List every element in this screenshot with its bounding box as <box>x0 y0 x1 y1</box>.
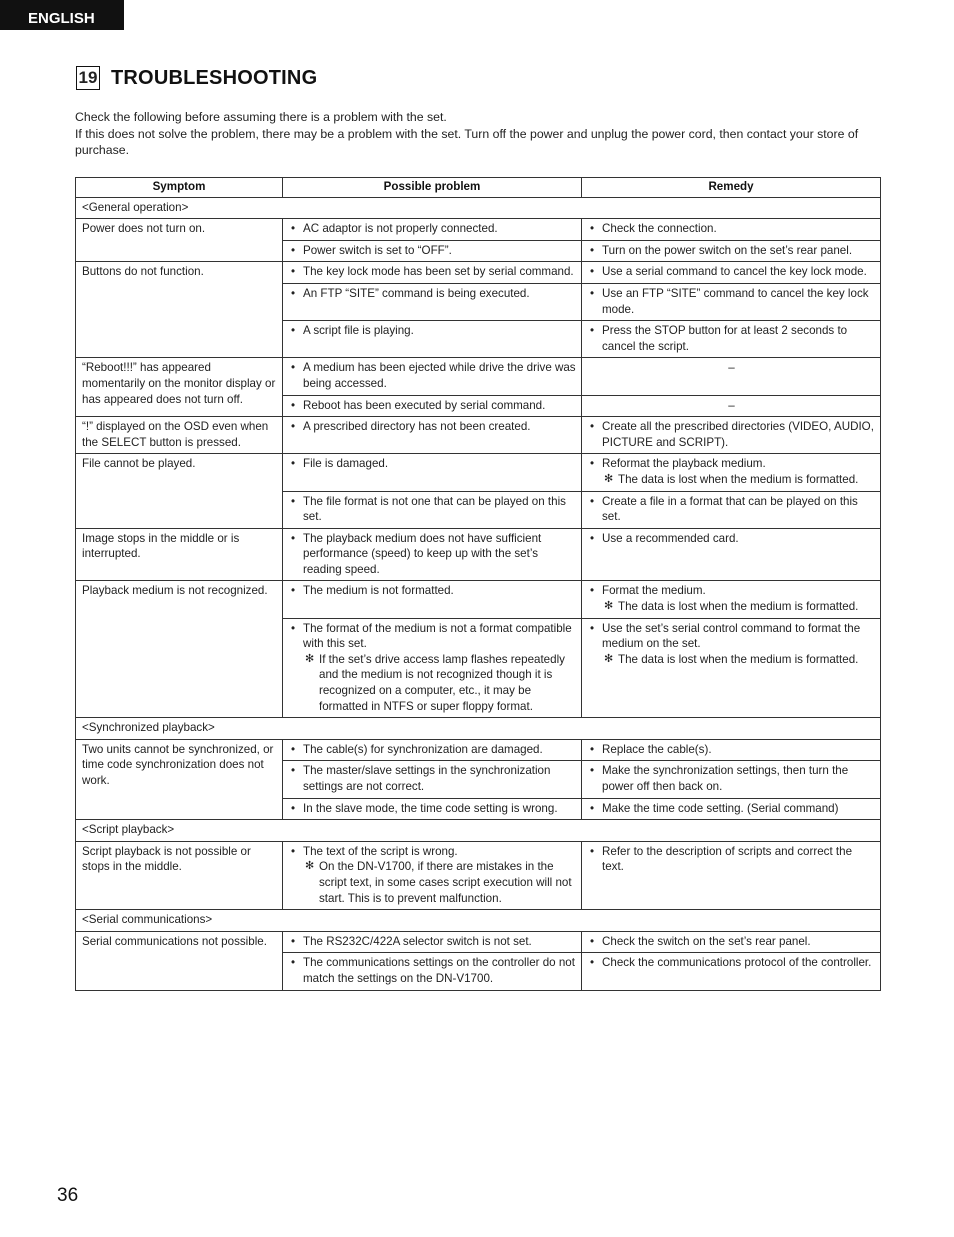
category-script-playback: <Script playback> <box>76 820 881 842</box>
symptom-cell: Playback medium is not recognized. <box>76 581 283 718</box>
bullet-text: • Power switch is set to “OFF”. <box>289 243 576 259</box>
section-title: TROUBLESHOOTING <box>111 66 318 89</box>
bullet-text: • Create all the prescribed directories (VIDEO, AUDIO, PICTURE and SCRIPT). <box>588 419 875 450</box>
bullet-text: • The file format is not one that can be played on this set. <box>289 494 576 525</box>
table-row <box>76 931 881 953</box>
intro-line-1: Check the following before assuming there is a problem with the set. <box>75 110 447 124</box>
category-row <box>76 820 881 842</box>
remedy-dash: – <box>582 395 881 417</box>
remedy-cell <box>582 931 881 953</box>
remedy-cell <box>582 581 881 618</box>
remedy-cell <box>582 219 881 241</box>
problem-cell <box>283 739 582 761</box>
header-symptom: Symptom <box>76 178 283 198</box>
remedy-cell <box>582 417 881 454</box>
problem-cell <box>283 618 582 718</box>
bullet-text: • Check the communications protocol of the controller. <box>588 955 875 971</box>
problem-cell <box>283 581 582 618</box>
symptom-cell: Image stops in the middle or is interrupted. <box>76 528 283 581</box>
remedy-cell <box>582 739 881 761</box>
remedy-cell <box>582 953 881 990</box>
bullet-text: • The format of the medium is not a format compatible with this set. <box>289 621 576 652</box>
bullet-text: • A prescribed directory has not been created. <box>289 419 576 435</box>
category-row <box>76 718 881 740</box>
bullet-text: • An FTP “SITE” command is being executed. <box>289 286 576 302</box>
remedy-cell <box>582 528 881 581</box>
bullet-text: • Check the switch on the set’s rear panel. <box>588 934 875 950</box>
problem-cell <box>283 417 582 454</box>
bullet-text: • A medium has been ejected while drive the drive was being accessed. <box>289 360 576 391</box>
table-row <box>76 739 881 761</box>
bullet-text: • Make the synchronization settings, then turn the power off then back on. <box>588 763 875 794</box>
symptom-cell: Script playback is not possible or stops in the middle. <box>76 841 283 909</box>
table-row <box>76 581 881 618</box>
table-row <box>76 262 881 284</box>
troubleshooting-table <box>75 177 881 991</box>
remedy-cell <box>582 283 881 320</box>
problem-cell <box>283 528 582 581</box>
symptom-cell: Serial communications not possible. <box>76 931 283 990</box>
bullet-text: • Make the time code setting. (Serial command) <box>588 801 875 817</box>
symptom-cell: “Reboot!!!” has appeared momentarily on the monitor display or has appeared does not turn off. <box>76 358 283 417</box>
symptom-cell: File cannot be played. <box>76 454 283 528</box>
bullet-text: • File is damaged. <box>289 456 576 472</box>
table-row <box>76 454 881 491</box>
bullet-text: • Check the connection. <box>588 221 875 237</box>
note-text: ✻ The data is lost when the medium is formatted. <box>588 652 875 668</box>
note-text: ✻ On the DN-V1700, if there are mistakes in the script text, in some cases script execution will not start. This is to prevent malfunction. <box>289 859 576 906</box>
bullet-text: • AC adaptor is not properly connected. <box>289 221 576 237</box>
problem-cell <box>283 358 582 395</box>
problem-cell <box>283 491 582 528</box>
table-row <box>76 219 881 241</box>
problem-cell <box>283 454 582 491</box>
bullet-text: • Use an FTP “SITE” command to cancel the key lock mode. <box>588 286 875 317</box>
category-row <box>76 197 881 219</box>
category-synchronized-playback: <Synchronized playback> <box>76 718 881 740</box>
symptom-cell: Power does not turn on. <box>76 219 283 262</box>
problem-cell <box>283 953 582 990</box>
bullet-text: • The cable(s) for synchronization are damaged. <box>289 742 576 758</box>
remedy-cell <box>582 618 881 718</box>
bullet-text: • Refer to the description of scripts and correct the text. <box>588 844 875 875</box>
problem-cell <box>283 321 582 358</box>
language-tab: ENGLISH <box>0 0 124 30</box>
bullet-text: • The medium is not formatted. <box>289 583 576 599</box>
symptom-cell: “!” displayed on the OSD even when the SELECT button is pressed. <box>76 417 283 454</box>
symptom-cell: Buttons do not function. <box>76 262 283 358</box>
bullet-text: • Format the medium. <box>588 583 875 599</box>
intro-line-2: If this does not solve the problem, there may be a problem with the set. Turn off the power and unplug the power cord, then contact your store of purchase. <box>75 126 859 157</box>
problem-cell <box>283 841 582 909</box>
note-text: ✻ The data is lost when the medium is formatted. <box>588 472 875 488</box>
note-text: ✻ If the set’s drive access lamp flashes repeatedly and the medium is not recognized though it is recognized on a computer, etc., it may be formatted in NTFS or super floppy format. <box>289 652 576 714</box>
bullet-text: • Reformat the playback medium. <box>588 456 875 472</box>
note-text: ✻ The data is lost when the medium is formatted. <box>588 599 875 615</box>
bullet-text: • The playback medium does not have sufficient performance (speed) to keep up with the set’s reading speed. <box>289 531 576 578</box>
problem-cell <box>283 761 582 798</box>
problem-cell <box>283 240 582 262</box>
remedy-cell <box>582 262 881 284</box>
bullet-text: • Press the STOP button for at least 2 seconds to cancel the script. <box>588 323 875 354</box>
remedy-dash: – <box>582 358 881 395</box>
intro-text <box>75 109 885 159</box>
remedy-cell <box>582 798 881 820</box>
bullet-text: • Reboot has been executed by serial command. <box>289 398 576 414</box>
header-possible-problem: Possible problem <box>283 178 582 198</box>
remedy-cell <box>582 491 881 528</box>
page-number: 36 <box>57 1185 79 1206</box>
problem-cell <box>283 798 582 820</box>
bullet-text: • The RS232C/422A selector switch is not set. <box>289 934 576 950</box>
table-header-row <box>76 178 881 198</box>
problem-cell <box>283 283 582 320</box>
problem-cell <box>283 931 582 953</box>
bullet-text: • The communications settings on the controller do not match the settings on the DN-V1700. <box>289 955 576 986</box>
bullet-text: • Turn on the power switch on the set’s rear panel. <box>588 243 875 259</box>
bullet-text: • Use a recommended card. <box>588 531 875 547</box>
remedy-cell <box>582 321 881 358</box>
remedy-cell <box>582 454 881 491</box>
table-row <box>76 417 881 454</box>
category-row <box>76 910 881 932</box>
bullet-text: • The master/slave settings in the synchronization settings are not correct. <box>289 763 576 794</box>
bullet-text: • In the slave mode, the time code setting is wrong. <box>289 801 576 817</box>
bullet-text: • The text of the script is wrong. <box>289 844 576 860</box>
problem-cell <box>283 219 582 241</box>
remedy-cell <box>582 841 881 909</box>
bullet-text: • The key lock mode has been set by serial command. <box>289 264 576 280</box>
symptom-cell: Two units cannot be synchronized, or time code synchronization does not work. <box>76 739 283 819</box>
category-general-operation: <General operation> <box>76 197 881 219</box>
bullet-text: • A script file is playing. <box>289 323 576 339</box>
table-row <box>76 841 881 909</box>
table-row <box>76 358 881 395</box>
problem-cell <box>283 262 582 284</box>
header-remedy: Remedy <box>582 178 881 198</box>
bullet-text: • Use a serial command to cancel the key lock mode. <box>588 264 875 280</box>
bullet-text: • Replace the cable(s). <box>588 742 875 758</box>
table-row <box>76 528 881 581</box>
section-heading <box>76 66 317 90</box>
bullet-text: • Create a file in a format that can be played on this set. <box>588 494 875 525</box>
remedy-cell <box>582 761 881 798</box>
section-number: 19 <box>76 66 100 90</box>
problem-cell <box>283 395 582 417</box>
bullet-text: • Use the set’s serial control command to format the medium on the set. <box>588 621 875 652</box>
remedy-cell <box>582 240 881 262</box>
category-serial-communications: <Serial communications> <box>76 910 881 932</box>
